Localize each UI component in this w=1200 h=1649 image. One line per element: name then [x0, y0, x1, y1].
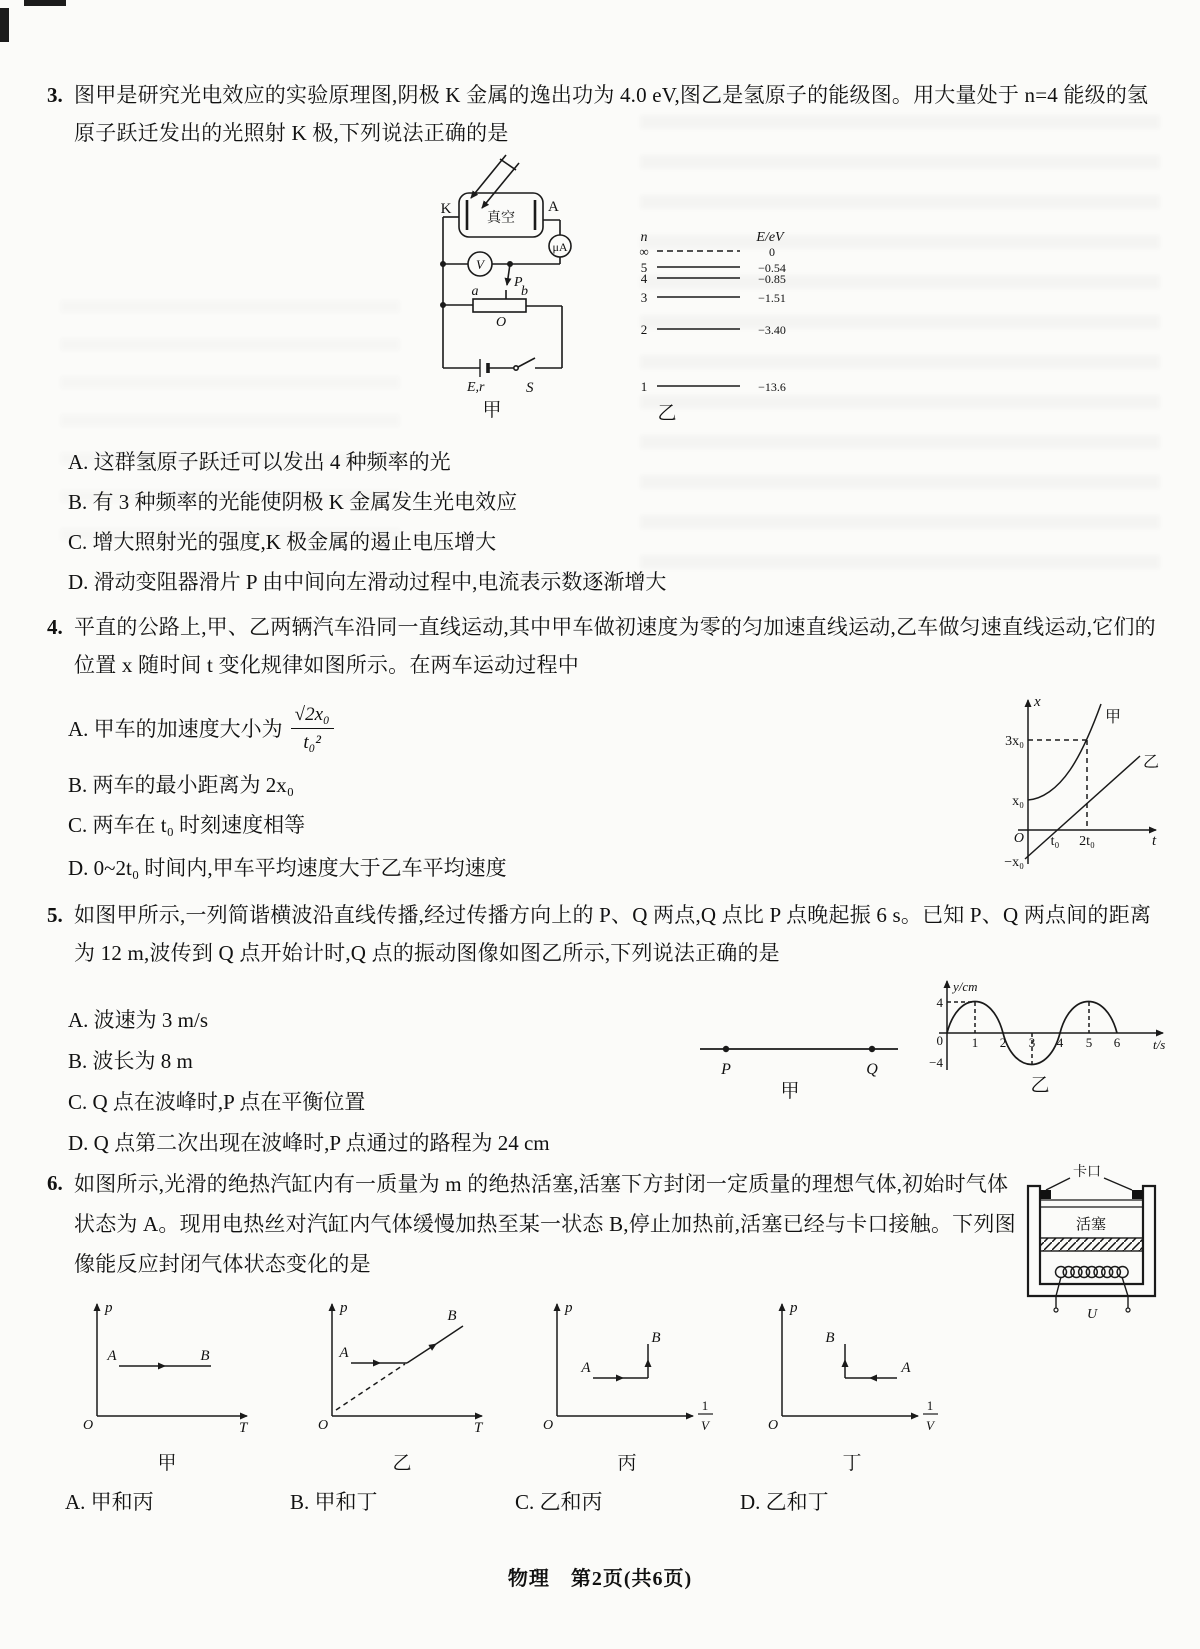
- tick-4: 4: [1056, 1035, 1064, 1050]
- q3-options: [68, 442, 666, 602]
- level-n-3: 3: [640, 290, 648, 305]
- state-A-label: A: [339, 1345, 349, 1361]
- p-axis-label: p: [340, 1300, 348, 1316]
- tick-6: 6: [1113, 1035, 1121, 1050]
- curve-yi-label: 乙: [1143, 754, 1160, 771]
- origin-label: O: [542, 1418, 554, 1433]
- two-t0-label: 2t₀: [1079, 834, 1095, 849]
- q6-stem: 如图所示,光滑的绝热汽缸内有一质量为 m 的绝热活塞,活塞下方封闭一定质量的理想气体,初始时气体状态为 A。现用电热丝对汽缸内气体缓慢加热至某一状态 B,停止加热前,活塞已经与卡口接触。下列图像能反应封闭气体状态变化的是: [74, 1172, 1016, 1276]
- q6-number: 6.: [47, 1171, 63, 1195]
- right-stop-catch: [1132, 1190, 1143, 1199]
- page-footer: 物理 第2页(共6页): [507, 1568, 693, 1590]
- graph-axes: [782, 1304, 938, 1416]
- level-e-1: −0.54: [758, 261, 786, 275]
- q3-photoelectric-circuit-figure: [430, 150, 590, 405]
- circuit-wiring: [441, 155, 571, 377]
- stop-label: 卡口: [1073, 1165, 1101, 1180]
- point-P-label: P: [721, 1061, 731, 1078]
- point-Q-dot: [869, 1046, 875, 1052]
- q3-figure-yi-caption: 乙: [657, 403, 677, 424]
- rheostat-p-label: P: [514, 275, 523, 290]
- heater-coil-icon: [1056, 1267, 1129, 1278]
- q3-option-b: B. 有 3 种频率的光能使阴极 K 金属发生光电效应: [68, 490, 518, 514]
- rheostat: [473, 299, 526, 312]
- level-n-2: 4: [640, 271, 648, 286]
- process-line: [436, 1326, 463, 1344]
- level-e-5: −13.6: [758, 380, 786, 394]
- q5-wave-line-figure: [698, 1036, 903, 1081]
- q6-graph-jia-caption: 甲: [157, 1453, 177, 1474]
- rheostat-a-label: a: [471, 284, 479, 299]
- voltmeter-label: V: [476, 257, 484, 272]
- tick-1: 1: [971, 1035, 979, 1050]
- t0-label: t₀: [1050, 834, 1060, 849]
- q5-option-b: B. 波长为 8 m: [68, 1049, 193, 1073]
- t-axis-label: t: [1152, 833, 1157, 849]
- origin-label: O: [317, 1418, 329, 1433]
- q5-option-c: C. Q 点在波峰时,P 点在平衡位置: [68, 1090, 366, 1114]
- q6-option-d: D. 乙和丁: [740, 1490, 829, 1514]
- q6-graph-bing: [535, 1298, 720, 1436]
- inverse-V-numerator: 1: [926, 1398, 934, 1413]
- level-e-0: 0: [769, 245, 775, 259]
- q5-number: 5.: [47, 903, 63, 927]
- level-n-1: 5: [640, 260, 648, 275]
- t-axis-label: t/s: [1153, 1037, 1166, 1052]
- switch-label: S: [526, 380, 534, 396]
- rheostat-o-label: O: [496, 315, 507, 330]
- q6-graph-bing-caption: 丙: [617, 1453, 637, 1474]
- q4-option-d: D. 0~2t₀ 时间内,甲车平均速度大于乙车平均速度: [68, 856, 507, 880]
- q4-number: 4.: [47, 615, 63, 639]
- p-axis-label: p: [565, 1300, 573, 1316]
- cathode-label: K: [440, 201, 452, 217]
- switch-icon: [514, 358, 535, 370]
- inverse-V-numerator: 1: [701, 1398, 709, 1413]
- neg-x0-label: −x₀: [1004, 855, 1024, 870]
- vacuum-label: 真空: [487, 211, 515, 226]
- point-P-dot: [723, 1046, 729, 1052]
- state-B-label: B: [200, 1348, 210, 1364]
- q4-position-time-graph: [1000, 692, 1170, 870]
- q6-option-a: A. 甲和丙: [65, 1490, 154, 1514]
- q3-stem: 图甲是研究光电效应的实验原理图,阴极 K 金属的逸出功为 4.0 eV,图乙是氢原子的能级图。用大量处于 n=4 能级的氢原子跃迁发出的光照射 K 极,下列说法正确的是: [74, 83, 1149, 145]
- energy-levels: [657, 251, 740, 386]
- heater-lead: [1122, 1277, 1128, 1308]
- fraction-denominator: t₀²: [303, 731, 321, 753]
- slider-arrow: [507, 264, 510, 285]
- origin-label: O: [82, 1418, 94, 1433]
- state-B-label: B: [825, 1330, 835, 1346]
- q6-graph-yi: [310, 1298, 495, 1436]
- inverse-V-denominator: V: [701, 1418, 709, 1433]
- rheostat-b-label: b: [521, 284, 528, 299]
- q4-option-a-fraction: [291, 701, 334, 756]
- anode-label: A: [548, 199, 559, 215]
- piston-hatch: [1040, 1238, 1143, 1251]
- q4-option-b: B. 两车的最小距离为 2x₀: [68, 773, 295, 797]
- left-stop-catch: [1040, 1190, 1051, 1199]
- q4-option-a-text: A. 甲车的加速度大小为: [68, 717, 283, 741]
- q5-options: [68, 1000, 550, 1164]
- point-Q-label: Q: [866, 1061, 878, 1078]
- level-e-2: −0.85: [758, 272, 786, 286]
- x0-label: x₀: [1012, 794, 1024, 809]
- q3-figure-jia-caption: 甲: [482, 400, 502, 421]
- microammeter-label: μA: [552, 240, 568, 254]
- level-n-0: ∞: [639, 244, 649, 259]
- state-B-label: B: [651, 1330, 661, 1346]
- q5-figure-yi-caption: 乙: [1030, 1075, 1050, 1096]
- n-header: n: [640, 230, 648, 245]
- q5-stem: 如图甲所示,一列简谐横波沿直线传播,经过传播方向上的 P、Q 两点,Q 点比 P 点晚起振 6 s。已知 P、Q 两点间的距离为 12 m,波传到 Q 点开始计时,Q 点的振动图像如图乙所示,下列说法正确的是: [74, 903, 1152, 965]
- inverse-V-denominator: V: [926, 1418, 934, 1433]
- state-A-label: A: [107, 1348, 117, 1364]
- q4-stem: 平直的公路上,甲、乙两辆汽车沿同一直线运动,其中甲车做初速度为零的匀加速直线运动,乙车做匀速直线运动,它们的位置 x 随时间 t 变化规律如图所示。在两车运动过程中: [74, 615, 1156, 677]
- state-A-label: A: [901, 1360, 911, 1376]
- curve-jia-parabola: [1028, 704, 1101, 800]
- q3-option-c: C. 增大照射光的强度,K 极金属的遏止电压增大: [68, 530, 497, 554]
- graph-axes: [557, 1304, 713, 1416]
- y-axis-label: y/cm: [953, 979, 978, 994]
- tick-3: 3: [1028, 1035, 1036, 1050]
- q5-figure-jia-caption: 甲: [780, 1081, 800, 1102]
- level-e-3: −1.51: [758, 291, 786, 305]
- cylinder-body: [1028, 1178, 1155, 1312]
- q6-option-b: B. 甲和丁: [290, 1490, 378, 1514]
- level-n-4: 2: [640, 322, 648, 337]
- q3-option-a: A. 这群氢原子跃迁可以发出 4 种频率的光: [68, 450, 451, 474]
- emf-label: E,r: [467, 380, 485, 395]
- tick-2: 2: [999, 1035, 1007, 1050]
- p-axis-label: p: [790, 1300, 798, 1316]
- curve-jia-label: 甲: [1105, 709, 1122, 726]
- y-min-label: −4: [929, 1055, 943, 1070]
- q4-option-c: C. 两车在 t₀ 时刻速度相等: [68, 813, 306, 837]
- e-header: E/eV: [756, 230, 784, 245]
- level-e-4: −3.40: [758, 323, 786, 337]
- y-max-label: 4: [936, 995, 943, 1010]
- q6-graph-jia: [75, 1298, 260, 1436]
- level-n-5: 1: [640, 379, 648, 394]
- q4-option-a: [68, 698, 334, 758]
- T-axis-label: T: [239, 1420, 248, 1436]
- light-beam-icon: [471, 155, 519, 208]
- q6-graph-yi-caption: 乙: [392, 1453, 412, 1474]
- graph-axes: [936, 981, 1166, 1070]
- q5-vibration-graph: [925, 975, 1175, 1075]
- q5-option-a: A. 波速为 3 m/s: [68, 1008, 209, 1032]
- fraction-numerator: √2x₀: [291, 701, 334, 729]
- q5-option-d: D. Q 点第二次出现在波峰时,P 点通过的路程为 24 cm: [68, 1131, 550, 1155]
- q6-graph-ding: [760, 1298, 945, 1436]
- tick-5: 5: [1085, 1035, 1093, 1050]
- battery-icon: [480, 359, 488, 377]
- y-zero-label: 0: [936, 1033, 943, 1048]
- voltage-label: U: [1086, 1307, 1098, 1322]
- scan-artifact: [24, 0, 66, 6]
- q3-number: 3.: [47, 83, 63, 107]
- q3-energy-level-figure: [600, 225, 800, 400]
- origin-label: O: [767, 1418, 779, 1433]
- three-x0-label: 3x₀: [1005, 734, 1024, 749]
- q6-option-c: C. 乙和丙: [515, 1490, 603, 1514]
- state-B-label: B: [447, 1308, 457, 1324]
- graph-axes: [332, 1304, 482, 1416]
- piston-label: 活塞: [1075, 1217, 1107, 1233]
- q3-option-d: D. 滑动变阻器滑片 P 由中间向左滑动过程中,电流表示数逐渐增大: [68, 570, 667, 594]
- graph-axes: [97, 1304, 247, 1416]
- q6-cylinder-figure: [1020, 1162, 1160, 1322]
- state-A-label: A: [581, 1360, 591, 1376]
- x-axis-label: x: [1034, 694, 1041, 710]
- T-axis-label: T: [474, 1420, 483, 1436]
- origin-label: O: [1013, 831, 1024, 846]
- scan-artifact: [0, 8, 9, 42]
- dashed-isochore: [336, 1364, 405, 1410]
- p-axis-label: p: [105, 1300, 113, 1316]
- q6-graph-ding-caption: 丁: [842, 1453, 862, 1474]
- heater-lead: [1056, 1277, 1061, 1308]
